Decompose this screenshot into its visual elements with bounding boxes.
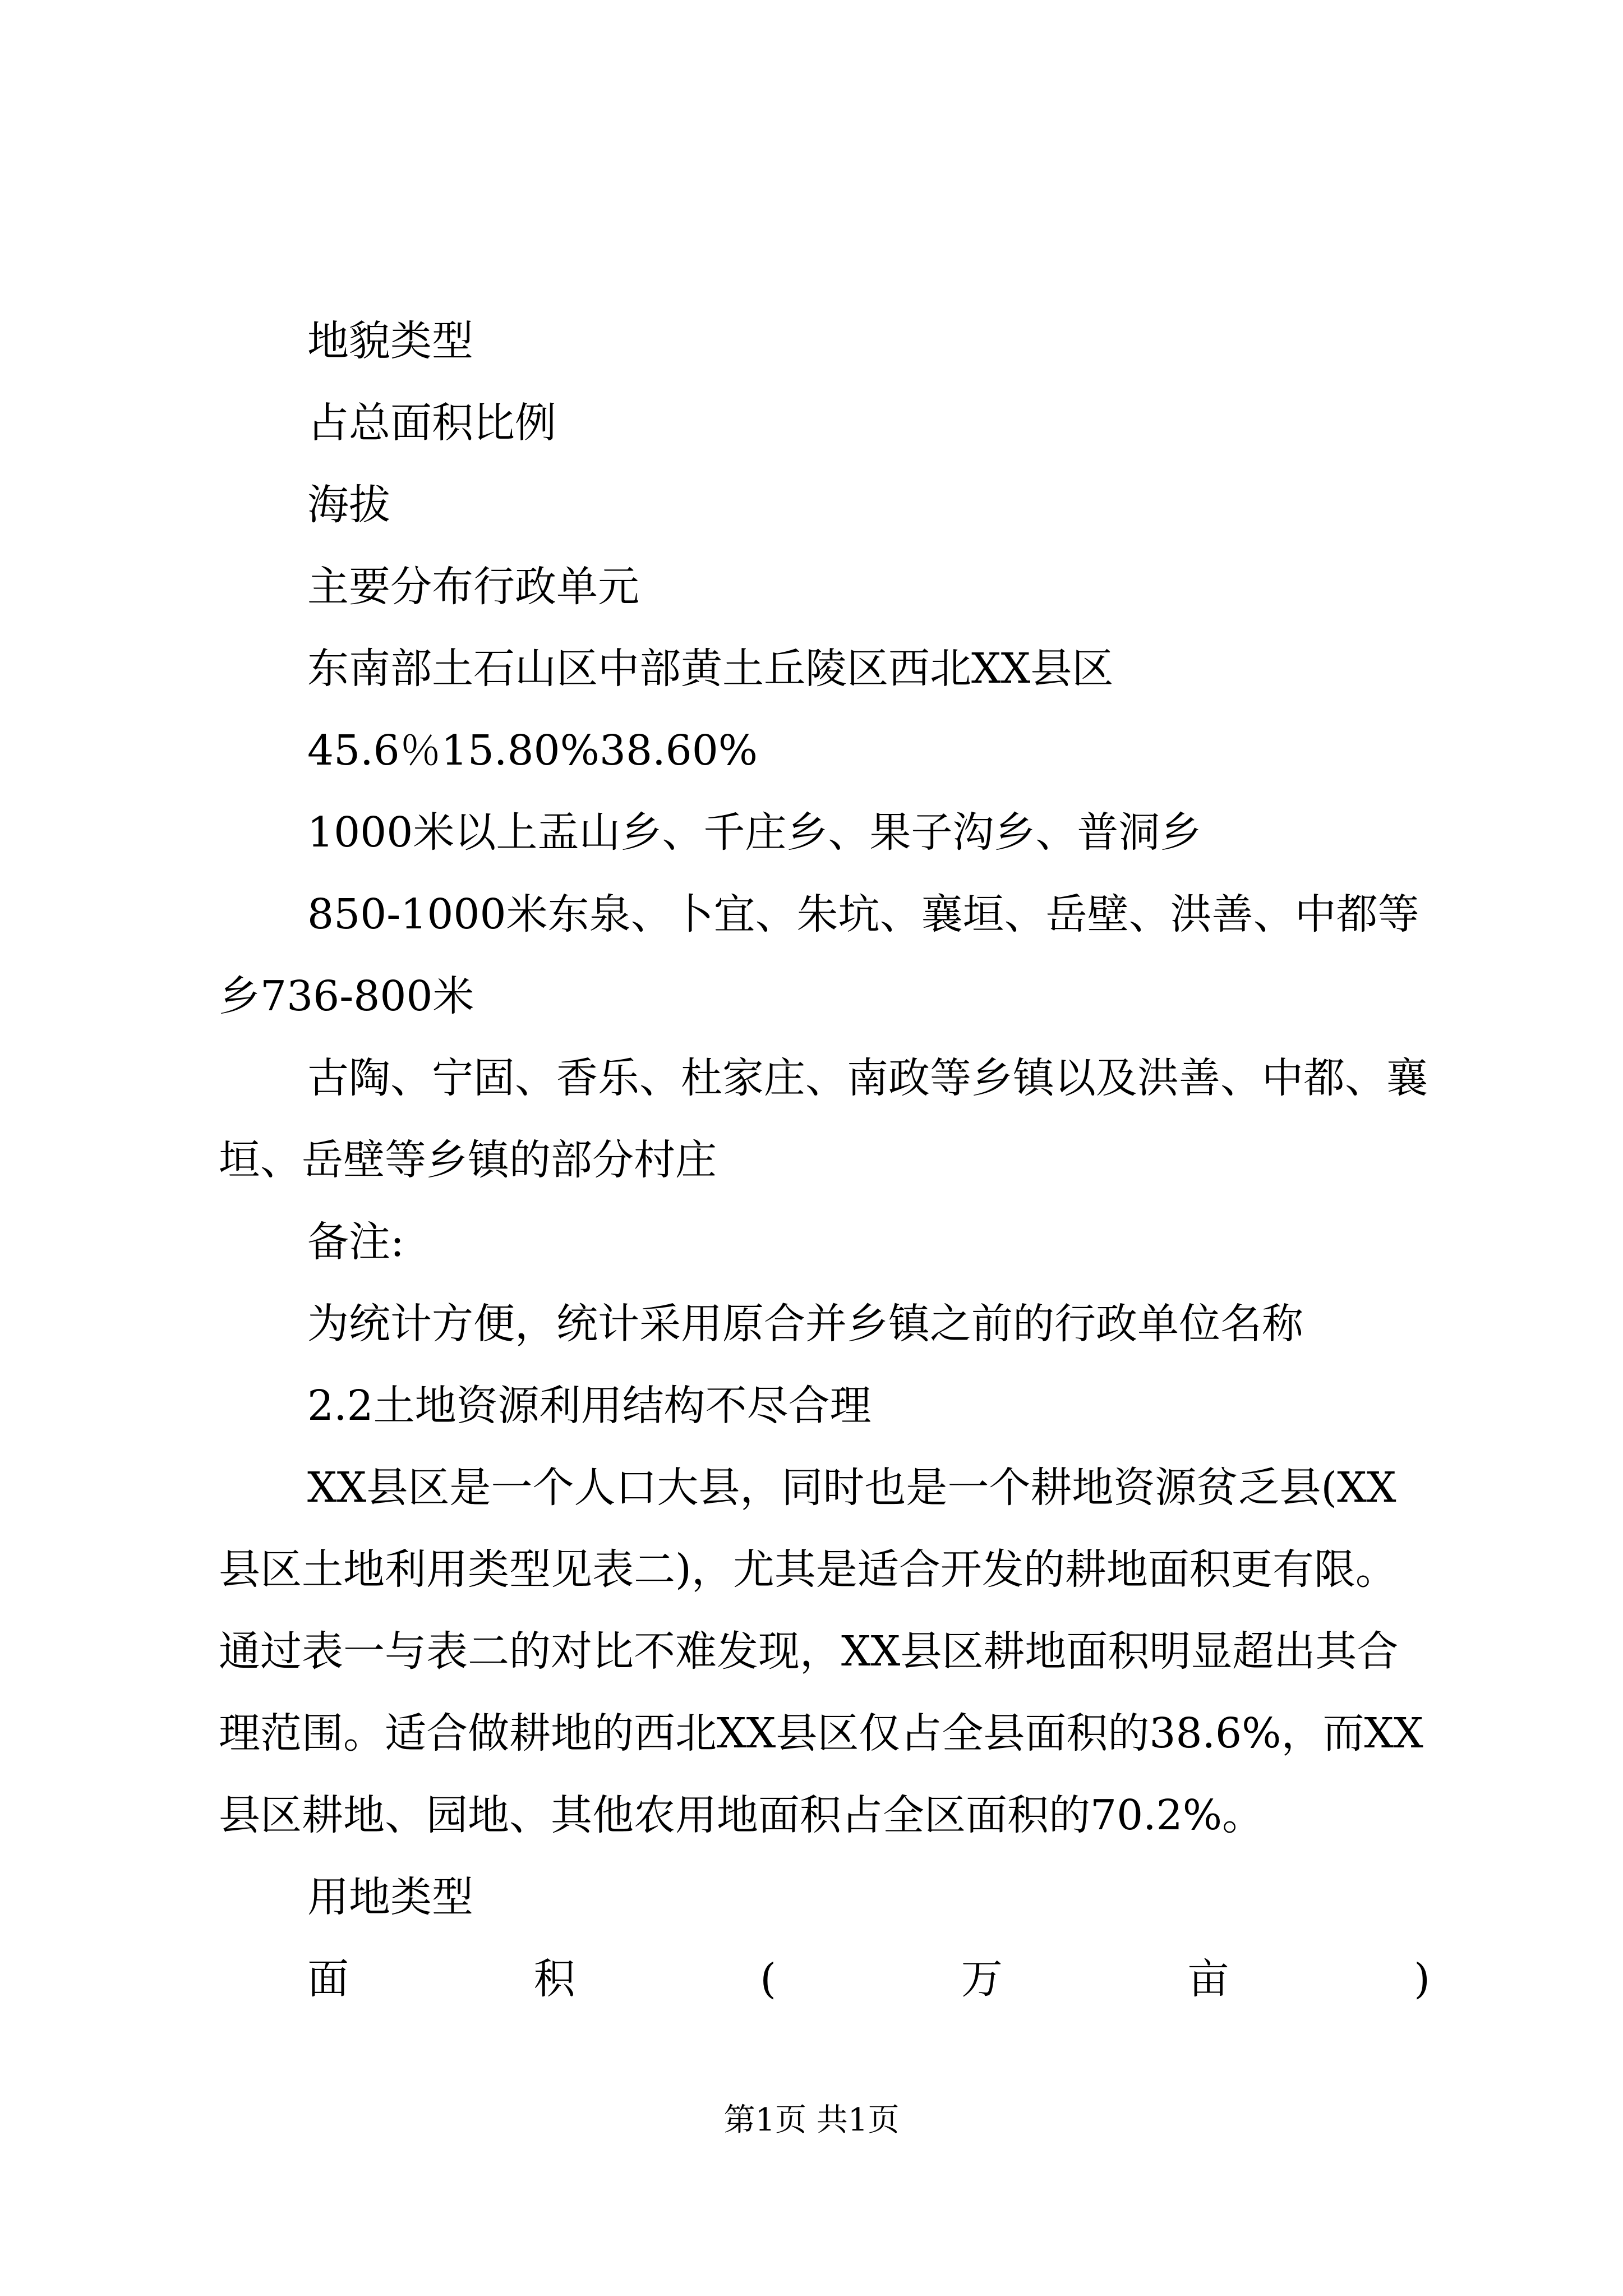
paragraph-towns: 古陶、宁固、香乐、杜家庄、南政等乡镇以及洪善、中都、襄垣、岳壁等乡镇的部分村庄 [219, 1054, 1428, 1184]
paragraph-regions: 东南部土石山区中部黄土丘陵区西北XX县区 [307, 645, 1114, 693]
paragraph-landform-type: 地貌类型 [307, 317, 473, 365]
section-heading: 2.2土地资源利用结构不尽合理 [307, 1382, 872, 1430]
spread-char: ( [760, 1955, 777, 2003]
page-footer: 第1页 共1页 [723, 2102, 900, 2138]
spread-char: 积 [533, 1955, 575, 2003]
document-body [219, 300, 1430, 2020]
paragraph-land-use: XX县区是一个人口大县，同时也是一个耕地资源贫乏县(XX县区土地利用类型见表二)，尤其是适合开发的耕地面积更有限。通过表一与表二的对比不难发现，XX县区耕地面积明显超出其合理范围。适合做耕地的西北XX县区仅占全县面积的38.6%，而XX县区耕地、园地、其他农用地面积占全区面积的70.2%。 [219, 1464, 1423, 1839]
paragraph-note-label: 备注: [307, 1218, 404, 1266]
spread-char: 面 [307, 1955, 349, 2003]
spread-char: ) [1414, 1955, 1430, 2003]
spread-char: 亩 [1187, 1955, 1229, 2003]
paragraph-altitude-850: 850-1000米东泉、卜宜、朱坑、襄垣、岳壁、洪善、中都等乡736-800米 [219, 890, 1419, 1020]
paragraph-altitude-1000: 1000米以上盂山乡、千庄乡、果子沟乡、普洞乡 [307, 808, 1202, 857]
paragraph-admin-units: 主要分布行政单元 [307, 563, 639, 611]
paragraph-note-text: 为统计方便，统计采用原合并乡镇之前的行政单位名称 [307, 1300, 1303, 1348]
spread-char: 万 [961, 1955, 1003, 2003]
paragraph-percentages: 45.6％15.80%38.60% [307, 726, 758, 775]
paragraph-area-ratio: 占总面积比例 [307, 399, 556, 447]
paragraph-land-type: 用地类型 [307, 1873, 473, 1921]
area-unit-line [219, 1938, 1430, 2020]
paragraph-altitude: 海拔 [307, 481, 390, 529]
